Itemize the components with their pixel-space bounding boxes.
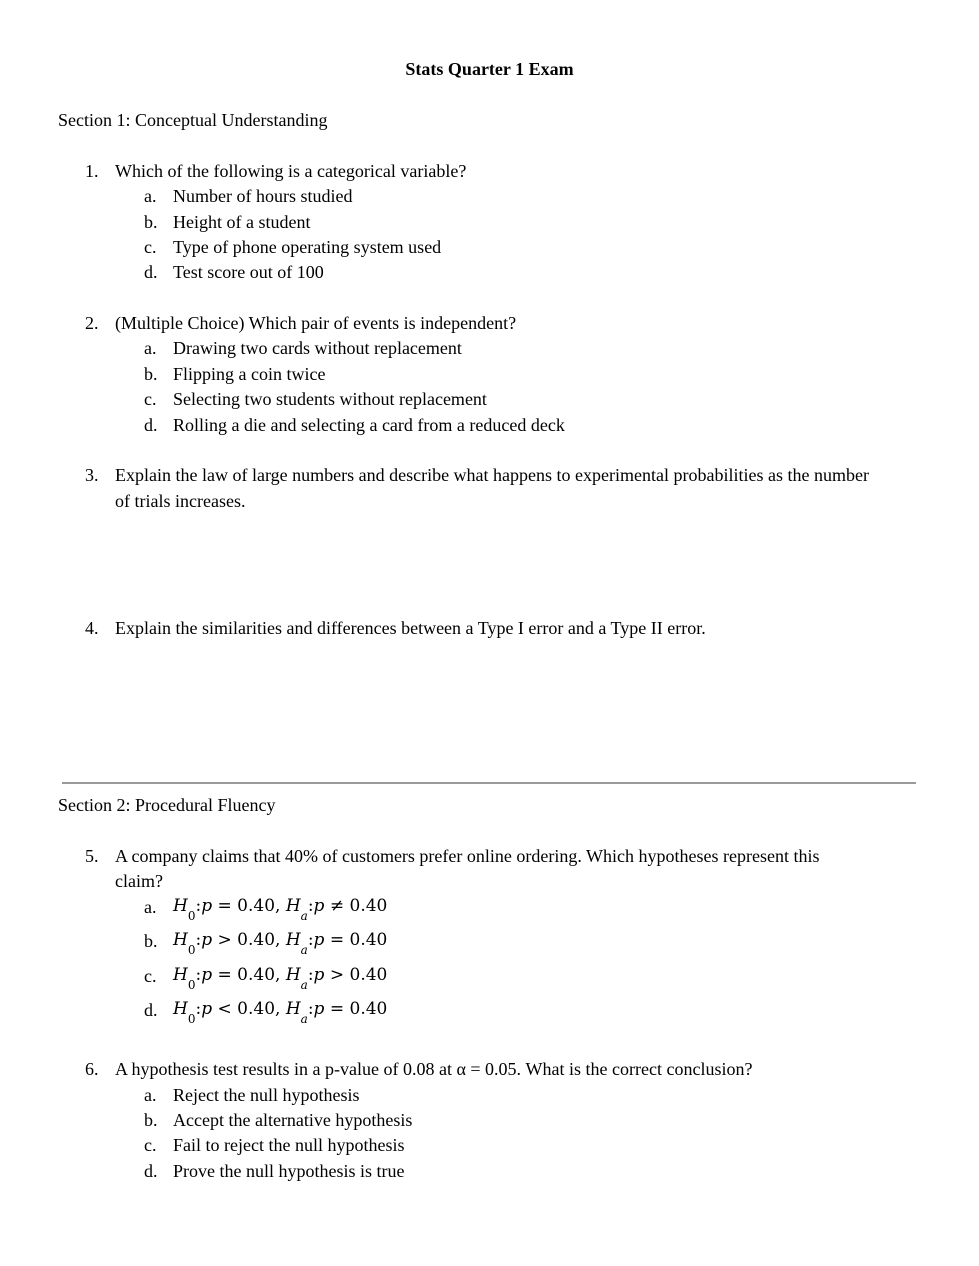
option-letter: a.	[144, 897, 157, 917]
option-letter: d.	[144, 1161, 158, 1181]
question-number: 6.	[85, 1059, 99, 1079]
question-text-line-2: claim?	[115, 871, 163, 891]
option-text: Reject the null hypothesis	[173, 1085, 360, 1105]
question-text: A hypothesis test results in a p-value of 0.08 at α = 0.05. What is the correct conclusion?	[115, 1059, 753, 1079]
section-divider	[62, 782, 916, 784]
option-text: Test score out of 100	[173, 262, 324, 282]
option-hypotheses: $H_0:p < 0.40$, $H_a:p = 0.40$	[173, 999, 388, 1026]
option-text: Type of phone operating system used	[173, 237, 442, 257]
option-letter: a.	[144, 338, 157, 358]
option-text: Height of a student	[173, 212, 311, 232]
section-2-heading: Section 2: Procedural Fluency	[58, 795, 276, 815]
option-text: Number of hours studied	[173, 186, 353, 206]
option-letter: d.	[144, 1000, 158, 1020]
section-1-heading: Section 1: Conceptual Understanding	[58, 110, 328, 130]
option-text: Rolling a die and selecting a card from a reduced deck	[173, 415, 565, 435]
option-letter: c.	[144, 389, 157, 409]
option-hypotheses: $H_0:p = 0.40$, $H_a:p > 0.40$	[173, 965, 388, 992]
question-text-line-2: of trials increases.	[115, 491, 246, 511]
option-letter: d.	[144, 415, 158, 435]
option-text: Accept the alternative hypothesis	[173, 1110, 413, 1130]
option-letter: c.	[144, 1135, 157, 1155]
option-letter: c.	[144, 966, 157, 986]
question-number: 3.	[85, 465, 99, 485]
question-number: 5.	[85, 846, 99, 866]
question-number: 4.	[85, 618, 99, 638]
option-letter: a.	[144, 1085, 157, 1105]
question-number: 2.	[85, 313, 99, 333]
question-text-line-1: Explain the law of large numbers and describe what happens to experimental probabilities as the number	[115, 465, 869, 485]
option-letter: a.	[144, 186, 157, 206]
question-number: 1.	[85, 161, 99, 181]
option-hypotheses: $H_0:p = 0.40$, $H_a:p \ne 0.40$	[173, 896, 388, 923]
question-text: (Multiple Choice) Which pair of events is independent?	[115, 313, 517, 333]
option-letter: c.	[144, 237, 157, 257]
question-text: Which of the following is a categorical variable?	[115, 161, 467, 181]
option-letter: b.	[144, 931, 158, 951]
question-text: Explain the similarities and differences between a Type I error and a Type II error.	[115, 618, 706, 638]
option-text: Selecting two students without replacement	[173, 389, 487, 409]
option-text: Drawing two cards without replacement	[173, 338, 462, 358]
option-letter: b.	[144, 1110, 158, 1130]
page-title: Stats Quarter 1 Exam	[405, 59, 574, 79]
option-text: Fail to reject the null hypothesis	[173, 1135, 405, 1155]
option-text: Prove the null hypothesis is true	[173, 1161, 405, 1181]
question-text-line-1: A company claims that 40% of customers prefer online ordering. Which hypotheses represent this	[115, 846, 820, 866]
option-letter: d.	[144, 262, 158, 282]
option-letter: b.	[144, 212, 158, 232]
option-letter: b.	[144, 364, 158, 384]
option-hypotheses: $H_0:p > 0.40$, $H_a:p = 0.40$	[173, 930, 388, 957]
option-text: Flipping a coin twice	[173, 364, 326, 384]
